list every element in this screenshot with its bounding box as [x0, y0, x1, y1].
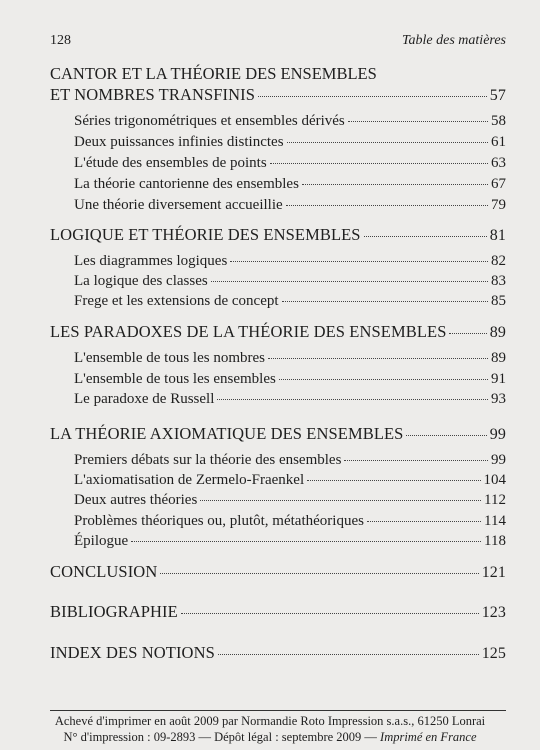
toc-item-label: Problèmes théoriques ou, plutôt, métathéoriques	[74, 513, 364, 529]
toc-page-number: 114	[484, 513, 506, 529]
colophon-line-2-text: N° d'impression : 09-2893 — Dépôt légal : septembre 2009 —	[63, 730, 381, 744]
leader-dots	[218, 654, 479, 655]
colophon-line-1: Achevé d'imprimer en août 2009 par Normandie Roto Impression s.a.s., 61250 Lonrai	[54, 714, 486, 728]
toc-page-number: 118	[484, 533, 506, 549]
toc-part-title: LES PARADOXES DE LA THÉORIE DES ENSEMBLES	[50, 322, 447, 341]
leader-dots	[258, 96, 487, 97]
toc-item-label: Premiers débats sur la théorie des ensembles	[74, 452, 342, 468]
leader-dots	[286, 205, 488, 206]
toc-item[interactable]	[0, 155, 540, 177]
toc-part-entry[interactable]	[0, 85, 540, 107]
page-header	[50, 33, 506, 53]
toc-part-title: LA THÉORIE AXIOMATIQUE DES ENSEMBLES	[50, 424, 404, 443]
toc-part-entry[interactable]	[0, 643, 540, 665]
toc-page-number: 85	[491, 293, 506, 309]
toc-page-number: 104	[483, 472, 506, 488]
leader-dots	[217, 399, 488, 400]
leader-dots	[268, 358, 488, 359]
leader-dots	[367, 521, 481, 522]
toc-item-label: Les diagrammes logiques	[74, 253, 228, 269]
toc-part-entry[interactable]	[0, 322, 540, 344]
toc-page-number: 89	[491, 350, 506, 366]
toc-page-number: 123	[481, 604, 506, 621]
footer-rule	[50, 710, 506, 711]
leader-dots	[200, 500, 481, 501]
toc-item[interactable]	[0, 472, 540, 494]
toc-part-entry[interactable]	[0, 424, 540, 446]
toc-page-number: 99	[489, 426, 506, 443]
toc-page-number: 82	[491, 253, 506, 269]
toc-item[interactable]	[0, 113, 540, 135]
leader-dots	[131, 541, 481, 542]
toc-item-label: Une théorie diversement accueillie	[74, 197, 283, 213]
toc-item[interactable]	[0, 513, 540, 535]
leader-dots	[282, 301, 488, 302]
toc-item[interactable]	[0, 452, 540, 474]
toc-item[interactable]	[0, 273, 540, 295]
toc-item-label: L'ensemble de tous les ensembles	[74, 371, 276, 387]
toc-page-number: 91	[491, 371, 506, 387]
toc-item[interactable]	[0, 371, 540, 393]
toc-item-label: Deux puissances infinies distinctes	[74, 134, 284, 150]
toc-page-number: 89	[489, 324, 506, 341]
toc-part-title: BIBLIOGRAPHIE	[50, 602, 178, 621]
colophon-line-2	[0, 730, 540, 745]
toc-page-number: 57	[489, 87, 506, 104]
toc-item[interactable]	[0, 253, 540, 275]
leader-dots	[449, 333, 486, 334]
toc-part-title: LOGIQUE ET THÉORIE DES ENSEMBLES	[50, 225, 361, 244]
leader-dots	[230, 261, 488, 262]
toc-item[interactable]	[0, 176, 540, 198]
toc-page-number: 121	[481, 564, 506, 581]
toc-item-label: Séries trigonométriques et ensembles dérivés	[74, 113, 345, 129]
leader-dots	[287, 142, 488, 143]
toc-part-title: ET NOMBRES TRANSFINIS	[50, 85, 256, 104]
toc-part-title: INDEX DES NOTIONS	[50, 643, 215, 662]
leader-dots	[211, 281, 488, 282]
toc-item[interactable]	[0, 197, 540, 219]
leader-dots	[270, 163, 488, 164]
toc-page-number: 79	[491, 197, 506, 213]
page-number: 128	[50, 33, 71, 48]
toc-part-entry[interactable]	[0, 225, 540, 247]
toc-item[interactable]	[0, 134, 540, 156]
toc-item-label: Épilogue	[74, 533, 129, 549]
leader-dots	[160, 573, 478, 574]
toc-item[interactable]	[0, 391, 540, 413]
toc-item[interactable]	[0, 492, 540, 514]
toc-item-label: Le paradoxe de Russell	[74, 391, 215, 407]
toc-item[interactable]	[0, 293, 540, 315]
leader-dots	[279, 379, 488, 380]
toc-page-number: 63	[491, 155, 506, 171]
leader-dots	[344, 460, 488, 461]
toc-item-label: L'étude des ensembles de points	[74, 155, 267, 171]
running-title: Table des matières	[402, 33, 506, 48]
leader-dots	[364, 236, 487, 237]
toc-item-label: Frege et les extensions de concept	[74, 293, 279, 309]
leader-dots	[348, 121, 488, 122]
toc-part-entry[interactable]	[0, 602, 540, 624]
toc-page-number: 61	[491, 134, 506, 150]
toc-page-number: 93	[491, 391, 506, 407]
toc-item-label: La logique des classes	[74, 273, 208, 289]
colophon-printed-in: Imprimé en France	[380, 730, 477, 744]
toc-part-title: CONCLUSION	[50, 562, 158, 581]
toc-page-number: 67	[491, 176, 506, 192]
toc-page-number: 99	[491, 452, 506, 468]
toc-item[interactable]	[0, 533, 540, 555]
leader-dots	[307, 480, 480, 481]
leader-dots	[406, 435, 486, 436]
toc-page-number: 81	[489, 227, 506, 244]
toc-item[interactable]	[0, 350, 540, 372]
toc-item-label: L'ensemble de tous les nombres	[74, 350, 265, 366]
toc-page-number: 58	[491, 113, 506, 129]
toc-item-label: La théorie cantorienne des ensembles	[74, 176, 299, 192]
toc-item-label: L'axiomatisation de Zermelo-Fraenkel	[74, 472, 305, 488]
leader-dots	[181, 613, 479, 614]
toc-item-label: Deux autres théories	[74, 492, 198, 508]
toc-part-title-line1: CANTOR ET LA THÉORIE DES ENSEMBLES	[50, 64, 377, 83]
toc-part-entry[interactable]	[0, 562, 540, 584]
toc-page-number: 112	[484, 492, 506, 508]
toc-page-number: 125	[481, 645, 506, 662]
leader-dots	[302, 184, 488, 185]
toc-page-number: 83	[491, 273, 506, 289]
